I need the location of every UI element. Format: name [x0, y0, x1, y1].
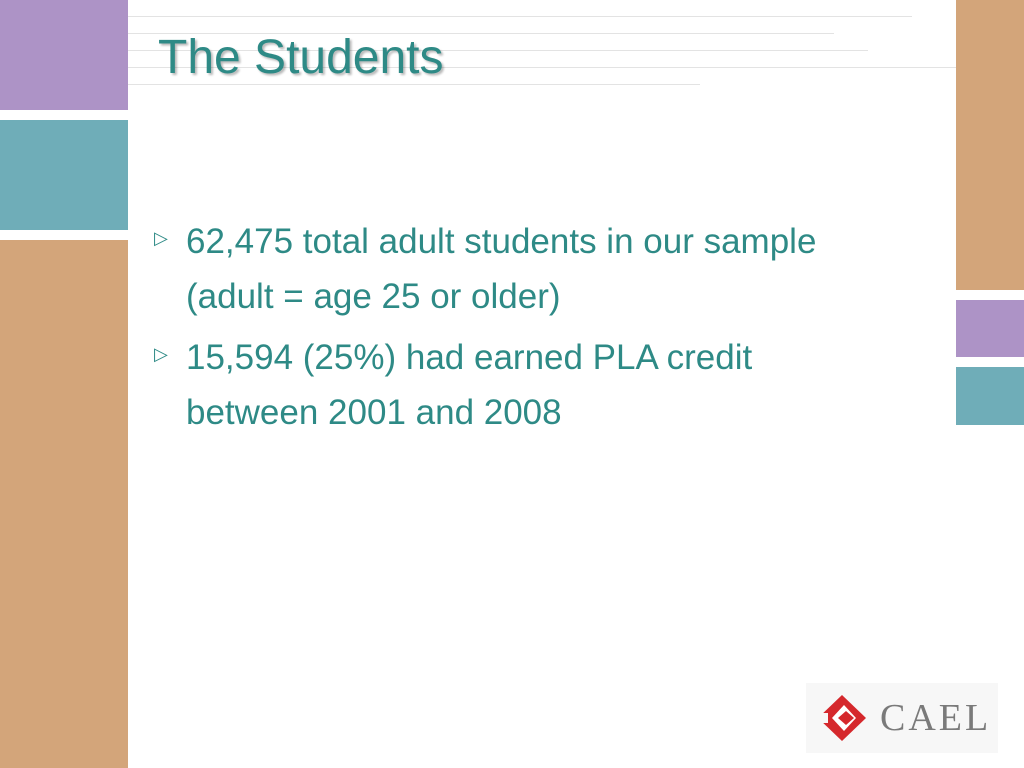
triangle-bullet-icon: ▷: [154, 344, 168, 364]
cael-logo: [806, 683, 998, 753]
bullet-list: [152, 214, 872, 446]
logo-text: CAEL: [880, 697, 992, 739]
bullet-text: 62,475 total adult students in our sample (adult = age 25 or older): [186, 222, 817, 316]
triangle-bullet-icon: ▷: [154, 228, 168, 248]
right-tan-block: [956, 0, 1024, 290]
left-tan-block: [0, 240, 128, 768]
slide-title: The Students: [158, 31, 444, 84]
right-teal-block: [956, 367, 1024, 425]
right-purple-block: [956, 300, 1024, 357]
left-teal-block: [0, 120, 128, 230]
bullet-item: [152, 214, 872, 324]
bullet-item: [152, 330, 872, 440]
cael-diamond-logo-icon: [816, 693, 872, 743]
left-purple-block: [0, 0, 128, 110]
bullet-text: 15,594 (25%) had earned PLA credit between 2001 and 2008: [186, 338, 753, 432]
decor-line: [128, 16, 912, 17]
